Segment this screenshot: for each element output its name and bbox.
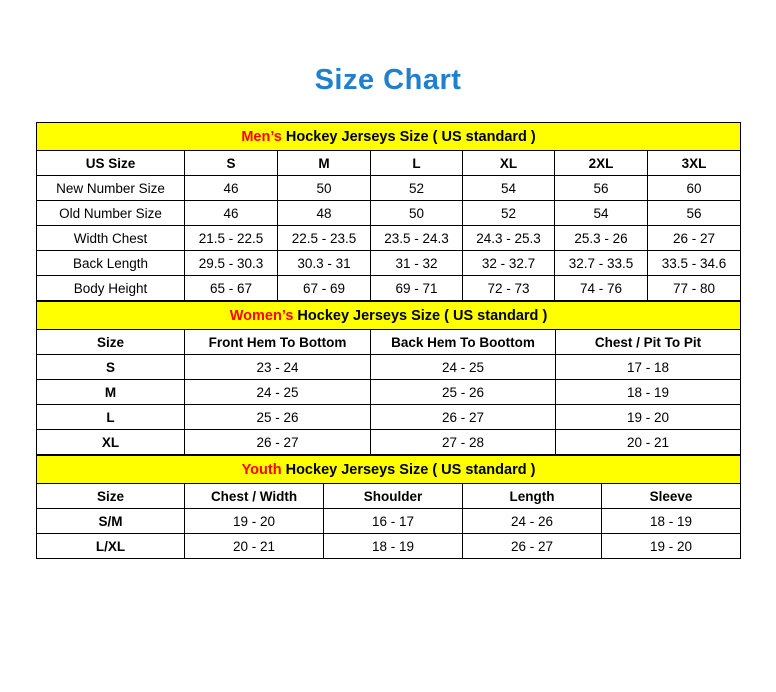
mens-row-0-v3: 54 [463,176,555,201]
womens-size-table [36,301,741,455]
mens-row-2-v0: 21.5 - 22.5 [185,226,278,251]
youth-header-row [37,484,741,509]
mens-row-3-v1: 30.3 - 31 [278,251,371,276]
mens-row-1-v0: 46 [185,201,278,226]
youth-section-heading-row [37,456,741,484]
mens-row-1-v5: 56 [648,201,741,226]
mens-row-2-label: Width Chest [37,226,185,251]
womens-col-3: Chest / Pit To Pit [556,330,741,355]
womens-col-1: Front Hem To Bottom [185,330,371,355]
womens-col-2: Back Hem To Boottom [371,330,556,355]
womens-row-3-v2: 20 - 21 [556,430,741,455]
mens-row-4-v2: 69 - 71 [371,276,463,301]
table-row [37,276,741,301]
youth-row-0-v3: 18 - 19 [602,509,741,534]
mens-row-3-label: Back Length [37,251,185,276]
table-row [37,355,741,380]
mens-row-1-v4: 54 [555,201,648,226]
youth-size-table [36,455,741,559]
womens-row-3-v1: 27 - 28 [371,430,556,455]
womens-row-0-v0: 23 - 24 [185,355,371,380]
mens-col-5: 2XL [555,151,648,176]
mens-row-0-v0: 46 [185,176,278,201]
size-chart-tables [36,122,740,559]
youth-col-2: Shoulder [324,484,463,509]
mens-col-2: M [278,151,371,176]
womens-row-2-label: L [37,405,185,430]
mens-row-1-v2: 50 [371,201,463,226]
mens-col-0: US Size [37,151,185,176]
youth-row-0-label: S/M [37,509,185,534]
mens-row-4-v1: 67 - 69 [278,276,371,301]
mens-col-3: L [371,151,463,176]
mens-size-table [36,122,741,301]
youth-row-0-v1: 16 - 17 [324,509,463,534]
womens-row-0-v2: 17 - 18 [556,355,741,380]
womens-row-1-label: M [37,380,185,405]
womens-row-0-v1: 24 - 25 [371,355,556,380]
mens-col-1: S [185,151,278,176]
youth-col-4: Sleeve [602,484,741,509]
table-row [37,380,741,405]
youth-row-1-v0: 20 - 21 [185,534,324,559]
youth-row-1-label: L/XL [37,534,185,559]
mens-row-4-v0: 65 - 67 [185,276,278,301]
mens-row-4-label: Body Height [37,276,185,301]
mens-row-2-v5: 26 - 27 [648,226,741,251]
mens-row-4-v5: 77 - 80 [648,276,741,301]
table-row [37,509,741,534]
mens-row-2-v2: 23.5 - 24.3 [371,226,463,251]
youth-col-3: Length [463,484,602,509]
womens-row-3-v0: 26 - 27 [185,430,371,455]
womens-row-3-label: XL [37,430,185,455]
womens-row-1-v1: 25 - 26 [371,380,556,405]
womens-section-heading-row [37,302,741,330]
mens-row-1-v3: 52 [463,201,555,226]
mens-row-4-v3: 72 - 73 [463,276,555,301]
youth-heading-rest: Hockey Jerseys Size ( US standard ) [281,461,536,478]
mens-heading-accent: Men’s [241,128,282,145]
table-row [37,251,741,276]
mens-row-0-v1: 50 [278,176,371,201]
table-row [37,201,741,226]
womens-row-2-v2: 19 - 20 [556,405,741,430]
table-row [37,176,741,201]
mens-section-heading [37,123,741,151]
youth-col-0: Size [37,484,185,509]
womens-header-row [37,330,741,355]
youth-row-0-v0: 19 - 20 [185,509,324,534]
mens-row-4-v4: 74 - 76 [555,276,648,301]
mens-row-0-v5: 60 [648,176,741,201]
table-row [37,226,741,251]
mens-row-2-v3: 24.3 - 25.3 [463,226,555,251]
womens-row-1-v0: 24 - 25 [185,380,371,405]
youth-heading-accent: Youth [241,461,282,478]
womens-row-0-label: S [37,355,185,380]
youth-col-1: Chest / Width [185,484,324,509]
womens-section-heading [37,302,741,330]
mens-row-0-v4: 56 [555,176,648,201]
mens-row-0-v2: 52 [371,176,463,201]
mens-row-2-v1: 22.5 - 23.5 [278,226,371,251]
youth-row-1-v3: 19 - 20 [602,534,741,559]
table-row [37,534,741,559]
mens-row-2-v4: 25.3 - 26 [555,226,648,251]
mens-row-3-v5: 33.5 - 34.6 [648,251,741,276]
mens-heading-rest: Hockey Jerseys Size ( US standard ) [281,128,536,145]
mens-row-3-v4: 32.7 - 33.5 [555,251,648,276]
mens-header-row [37,151,741,176]
youth-section-heading [37,456,741,484]
womens-row-1-v2: 18 - 19 [556,380,741,405]
youth-row-0-v2: 24 - 26 [463,509,602,534]
womens-heading-rest: Hockey Jerseys Size ( US standard ) [293,307,548,324]
mens-col-6: 3XL [648,151,741,176]
womens-row-2-v1: 26 - 27 [371,405,556,430]
womens-col-0: Size [37,330,185,355]
youth-row-1-v1: 18 - 19 [324,534,463,559]
womens-heading-accent: Women’s [229,307,294,324]
page-title: Size Chart [314,64,462,96]
mens-row-1-v1: 48 [278,201,371,226]
mens-row-1-label: Old Number Size [37,201,185,226]
mens-col-4: XL [463,151,555,176]
mens-section-heading-row [37,123,741,151]
womens-row-2-v0: 25 - 26 [185,405,371,430]
table-row [37,430,741,455]
youth-row-1-v2: 26 - 27 [463,534,602,559]
mens-row-3-v0: 29.5 - 30.3 [185,251,278,276]
mens-row-3-v2: 31 - 32 [371,251,463,276]
mens-row-0-label: New Number Size [37,176,185,201]
table-row [37,405,741,430]
mens-row-3-v3: 32 - 32.7 [463,251,555,276]
